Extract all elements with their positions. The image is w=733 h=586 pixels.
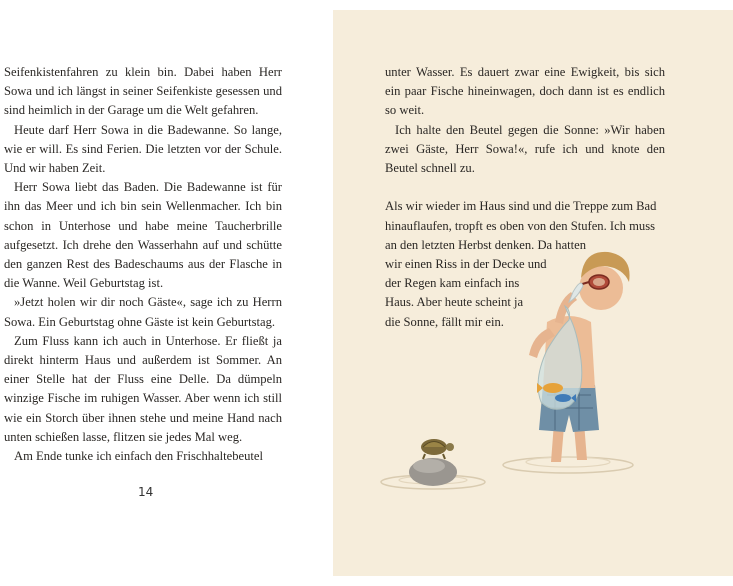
right-page-text bbox=[385, 63, 665, 332]
page-number: 14 bbox=[138, 485, 154, 499]
paragraph: Herr Sowa liebt das Baden. Die Badewanne ist für ihn das Meer und ich bin sein Wellenmacher. Ich bin schon in Unterhose und habe meine Taucherbrille aufgesetzt. Ich drehe den Wasserhahn auf und schütte den ganzen Rest des Badeschaums aus der Flasche in die Wanne. Weil Geburtstag ist. bbox=[4, 180, 282, 291]
text-line: an den letzten Herbst denken. Da hatten bbox=[385, 237, 587, 252]
text-line: Als wir wieder im Haus sind und die Treppe zum Bad bbox=[385, 199, 657, 214]
paragraph bbox=[385, 197, 665, 331]
text-line: wir einen Riss in der Decke und bbox=[385, 257, 547, 272]
paragraph: Ich halte den Beutel gegen die Sonne: »Wir haben zwei Gäste, Herr Sowa!«, rufe ich und knote den Beutel schnell zu. bbox=[385, 122, 665, 176]
left-page bbox=[0, 0, 330, 586]
paragraph: »Jetzt holen wir dir noch Gäste«, sage ich zu Herrn Sowa. Ein Geburtstag ohne Gäste ist kein Geburtstag. bbox=[4, 295, 282, 329]
paragraph-gap bbox=[385, 178, 665, 197]
text-line: Haus. Aber heute scheint ja bbox=[385, 295, 524, 310]
right-page bbox=[333, 10, 733, 576]
text-line: die Sonne, fällt mir ein. bbox=[385, 314, 504, 329]
paragraph: Zum Fluss kann ich auch in Unterhose. Er fließt ja direkt hinterm Haus und außerdem ist Sommer. An einer Stelle hat der Fluss eine Delle. Da dümpeln winzige Fische im ruhigen Wasser. Aber wenn ich still wie ein Storch über ihnen stehe und meine Hand nach unten schießen lasse, flitzen sie jedes Mal weg. bbox=[4, 333, 282, 444]
paragraph: unter Wasser. Es dauert zwar eine Ewigkeit, bis sich ein paar Fische hineinwagen, doch dann ist es endlich so weit. bbox=[385, 65, 665, 118]
turtle-on-rock-icon bbox=[409, 439, 457, 486]
paragraph: Heute darf Herr Sowa in die Badewanne. So lange, wie er will. Es sind Ferien. Die letzten vor der Schule. Und wir haben Zeit. bbox=[4, 122, 282, 176]
text-line: der Regen kam einfach ins bbox=[385, 276, 520, 291]
text-line: hinauflaufen, tropft es oben von den Stufen. Ich muss bbox=[385, 218, 656, 233]
water-ripples-icon bbox=[381, 457, 633, 489]
paragraph: Am Ende tunke ich einfach den Frischhaltebeutel bbox=[14, 449, 263, 464]
paragraph: Seifenkistenfahren zu klein bin. Dabei haben Herr Sowa und ich längst in seiner Seifenkiste gesessen und sind heimlich in der Garage um die Welt gefahren. bbox=[4, 65, 282, 118]
left-page-text bbox=[4, 63, 282, 466]
